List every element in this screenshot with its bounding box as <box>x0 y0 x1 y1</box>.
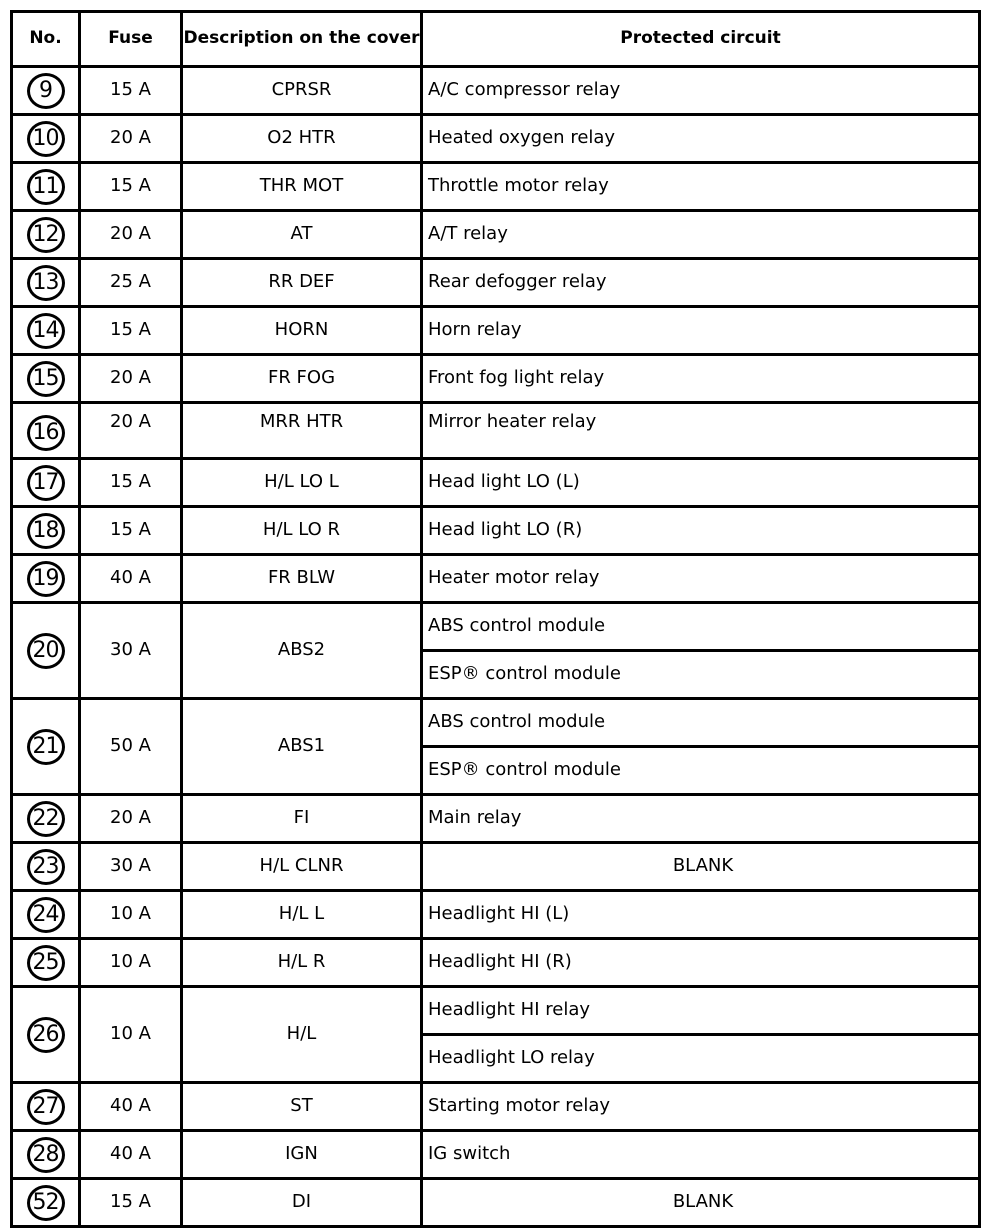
table-row <box>12 459 980 507</box>
protected-circuit: Starting motor relay <box>422 1083 980 1131</box>
fuse-number-circle: 20 <box>27 633 65 669</box>
protected-circuit: A/T relay <box>422 211 980 259</box>
cover-description: RR DEF <box>182 259 422 307</box>
fuse-number-circle: 23 <box>27 849 65 885</box>
fuse-number-cell <box>12 67 80 115</box>
fuse-number-cell <box>12 1131 80 1179</box>
fuse-amperage: 20 A <box>80 355 182 403</box>
protected-circuit: Throttle motor relay <box>422 163 980 211</box>
fuse-number-circle: 19 <box>27 561 65 597</box>
fuse-number-circle: 17 <box>27 465 65 501</box>
fuse-number-circle: 13 <box>27 265 65 301</box>
cover-description: FI <box>182 795 422 843</box>
fuse-number-cell <box>12 163 80 211</box>
table-row <box>12 939 980 987</box>
fuse-number-cell <box>12 307 80 355</box>
fuse-number-cell <box>12 987 80 1083</box>
fuse-number-circle: 18 <box>27 513 65 549</box>
protected-circuit: BLANK <box>422 1179 980 1227</box>
header-no: No. <box>12 12 80 67</box>
fuse-number-cell <box>12 259 80 307</box>
cover-description: H/L R <box>182 939 422 987</box>
table-row <box>12 603 980 651</box>
cover-description: FR BLW <box>182 555 422 603</box>
cover-description: CPRSR <box>182 67 422 115</box>
cover-description: H/L <box>182 987 422 1083</box>
protected-circuit: Heater motor relay <box>422 555 980 603</box>
protected-circuit: ESP® control module <box>422 651 980 699</box>
fuse-number-circle: 26 <box>27 1017 65 1053</box>
protected-circuit: BLANK <box>422 843 980 891</box>
table-row <box>12 163 980 211</box>
fuse-amperage: 20 A <box>80 403 182 459</box>
fuse-number-cell <box>12 795 80 843</box>
protected-circuit: Heated oxygen relay <box>422 115 980 163</box>
table-row <box>12 891 980 939</box>
table-row <box>12 1179 980 1227</box>
fuse-amperage: 50 A <box>80 699 182 795</box>
table-row <box>12 987 980 1035</box>
fuse-amperage: 25 A <box>80 259 182 307</box>
cover-description: H/L CLNR <box>182 843 422 891</box>
fuse-number-circle: 16 <box>27 415 65 451</box>
protected-circuit: Mirror heater relay <box>422 403 980 459</box>
fuse-number-cell <box>12 699 80 795</box>
cover-description: ABS2 <box>182 603 422 699</box>
fuse-number-cell <box>12 211 80 259</box>
cover-description: ABS1 <box>182 699 422 795</box>
protected-circuit: Rear defogger relay <box>422 259 980 307</box>
cover-description: MRR HTR <box>182 403 422 459</box>
fuse-number-cell <box>12 603 80 699</box>
fuse-amperage: 20 A <box>80 115 182 163</box>
table-row <box>12 211 980 259</box>
cover-description: O2 HTR <box>182 115 422 163</box>
protected-circuit: A/C compressor relay <box>422 67 980 115</box>
fuse-amperage: 10 A <box>80 891 182 939</box>
protected-circuit: Front fog light relay <box>422 355 980 403</box>
fuse-number-cell <box>12 507 80 555</box>
cover-description: H/L LO L <box>182 459 422 507</box>
fuse-number-circle: 25 <box>27 945 65 981</box>
protected-circuit: Head light LO (L) <box>422 459 980 507</box>
cover-description: IGN <box>182 1131 422 1179</box>
table-row <box>12 403 980 459</box>
fuse-number-circle: 11 <box>27 169 65 205</box>
fuse-number-cell <box>12 459 80 507</box>
fuse-number-circle: 9 <box>27 73 65 109</box>
fuse-amperage: 10 A <box>80 987 182 1083</box>
fuse-amperage: 20 A <box>80 211 182 259</box>
fuse-number-circle: 10 <box>27 121 65 157</box>
fuse-number-cell <box>12 403 80 459</box>
protected-circuit: Headlight LO relay <box>422 1035 980 1083</box>
table-row <box>12 355 980 403</box>
cover-description: AT <box>182 211 422 259</box>
protected-circuit: Headlight HI relay <box>422 987 980 1035</box>
fuse-number-cell <box>12 1179 80 1227</box>
fuse-number-cell <box>12 115 80 163</box>
fuse-amperage: 15 A <box>80 307 182 355</box>
fuse-amperage: 30 A <box>80 603 182 699</box>
protected-circuit: Head light LO (R) <box>422 507 980 555</box>
protected-circuit: Headlight HI (R) <box>422 939 980 987</box>
fuse-number-cell <box>12 1083 80 1131</box>
fuse-table <box>10 10 981 1228</box>
fuse-amperage: 10 A <box>80 939 182 987</box>
table-row <box>12 307 980 355</box>
cover-description: HORN <box>182 307 422 355</box>
fuse-number-circle: 14 <box>27 313 65 349</box>
table-body <box>12 67 980 1227</box>
fuse-amperage: 20 A <box>80 795 182 843</box>
fuse-number-circle: 12 <box>27 217 65 253</box>
table-row <box>12 259 980 307</box>
fuse-amperage: 15 A <box>80 67 182 115</box>
cover-description: H/L LO R <box>182 507 422 555</box>
table-row <box>12 1131 980 1179</box>
fuse-number-circle: 52 <box>27 1185 65 1221</box>
fuse-amperage: 40 A <box>80 555 182 603</box>
fuse-number-circle: 22 <box>27 801 65 837</box>
table-row <box>12 1083 980 1131</box>
fuse-amperage: 40 A <box>80 1131 182 1179</box>
fuse-number-circle: 27 <box>27 1089 65 1125</box>
cover-description: ST <box>182 1083 422 1131</box>
fuse-amperage: 30 A <box>80 843 182 891</box>
protected-circuit: ABS control module <box>422 603 980 651</box>
fuse-number-cell <box>12 555 80 603</box>
table-row <box>12 555 980 603</box>
cover-description: DI <box>182 1179 422 1227</box>
fuse-amperage: 15 A <box>80 1179 182 1227</box>
table-row <box>12 67 980 115</box>
table-row <box>12 795 980 843</box>
fuse-number-circle: 28 <box>27 1137 65 1173</box>
cover-description: H/L L <box>182 891 422 939</box>
fuse-number-circle: 21 <box>27 729 65 765</box>
fuse-number-cell <box>12 843 80 891</box>
protected-circuit: ESP® control module <box>422 747 980 795</box>
protected-circuit: Headlight HI (L) <box>422 891 980 939</box>
cover-description: THR MOT <box>182 163 422 211</box>
fuse-amperage: 15 A <box>80 507 182 555</box>
protected-circuit: ABS control module <box>422 699 980 747</box>
table-header <box>12 12 980 67</box>
fuse-amperage: 15 A <box>80 163 182 211</box>
fuse-number-cell <box>12 939 80 987</box>
fuse-number-cell <box>12 355 80 403</box>
fuse-amperage: 40 A <box>80 1083 182 1131</box>
protected-circuit: Horn relay <box>422 307 980 355</box>
cover-description: FR FOG <box>182 355 422 403</box>
protected-circuit: IG switch <box>422 1131 980 1179</box>
header-fuse: Fuse <box>80 12 182 67</box>
fuse-amperage: 15 A <box>80 459 182 507</box>
table-row <box>12 843 980 891</box>
fuse-number-cell <box>12 891 80 939</box>
fuse-number-circle: 24 <box>27 897 65 933</box>
table-row <box>12 699 980 747</box>
table-row <box>12 507 980 555</box>
fuse-number-circle: 15 <box>27 361 65 397</box>
header-description: Description on the cover <box>182 12 422 67</box>
header-protected-circuit: Protected circuit <box>422 12 980 67</box>
table-row <box>12 115 980 163</box>
protected-circuit: Main relay <box>422 795 980 843</box>
